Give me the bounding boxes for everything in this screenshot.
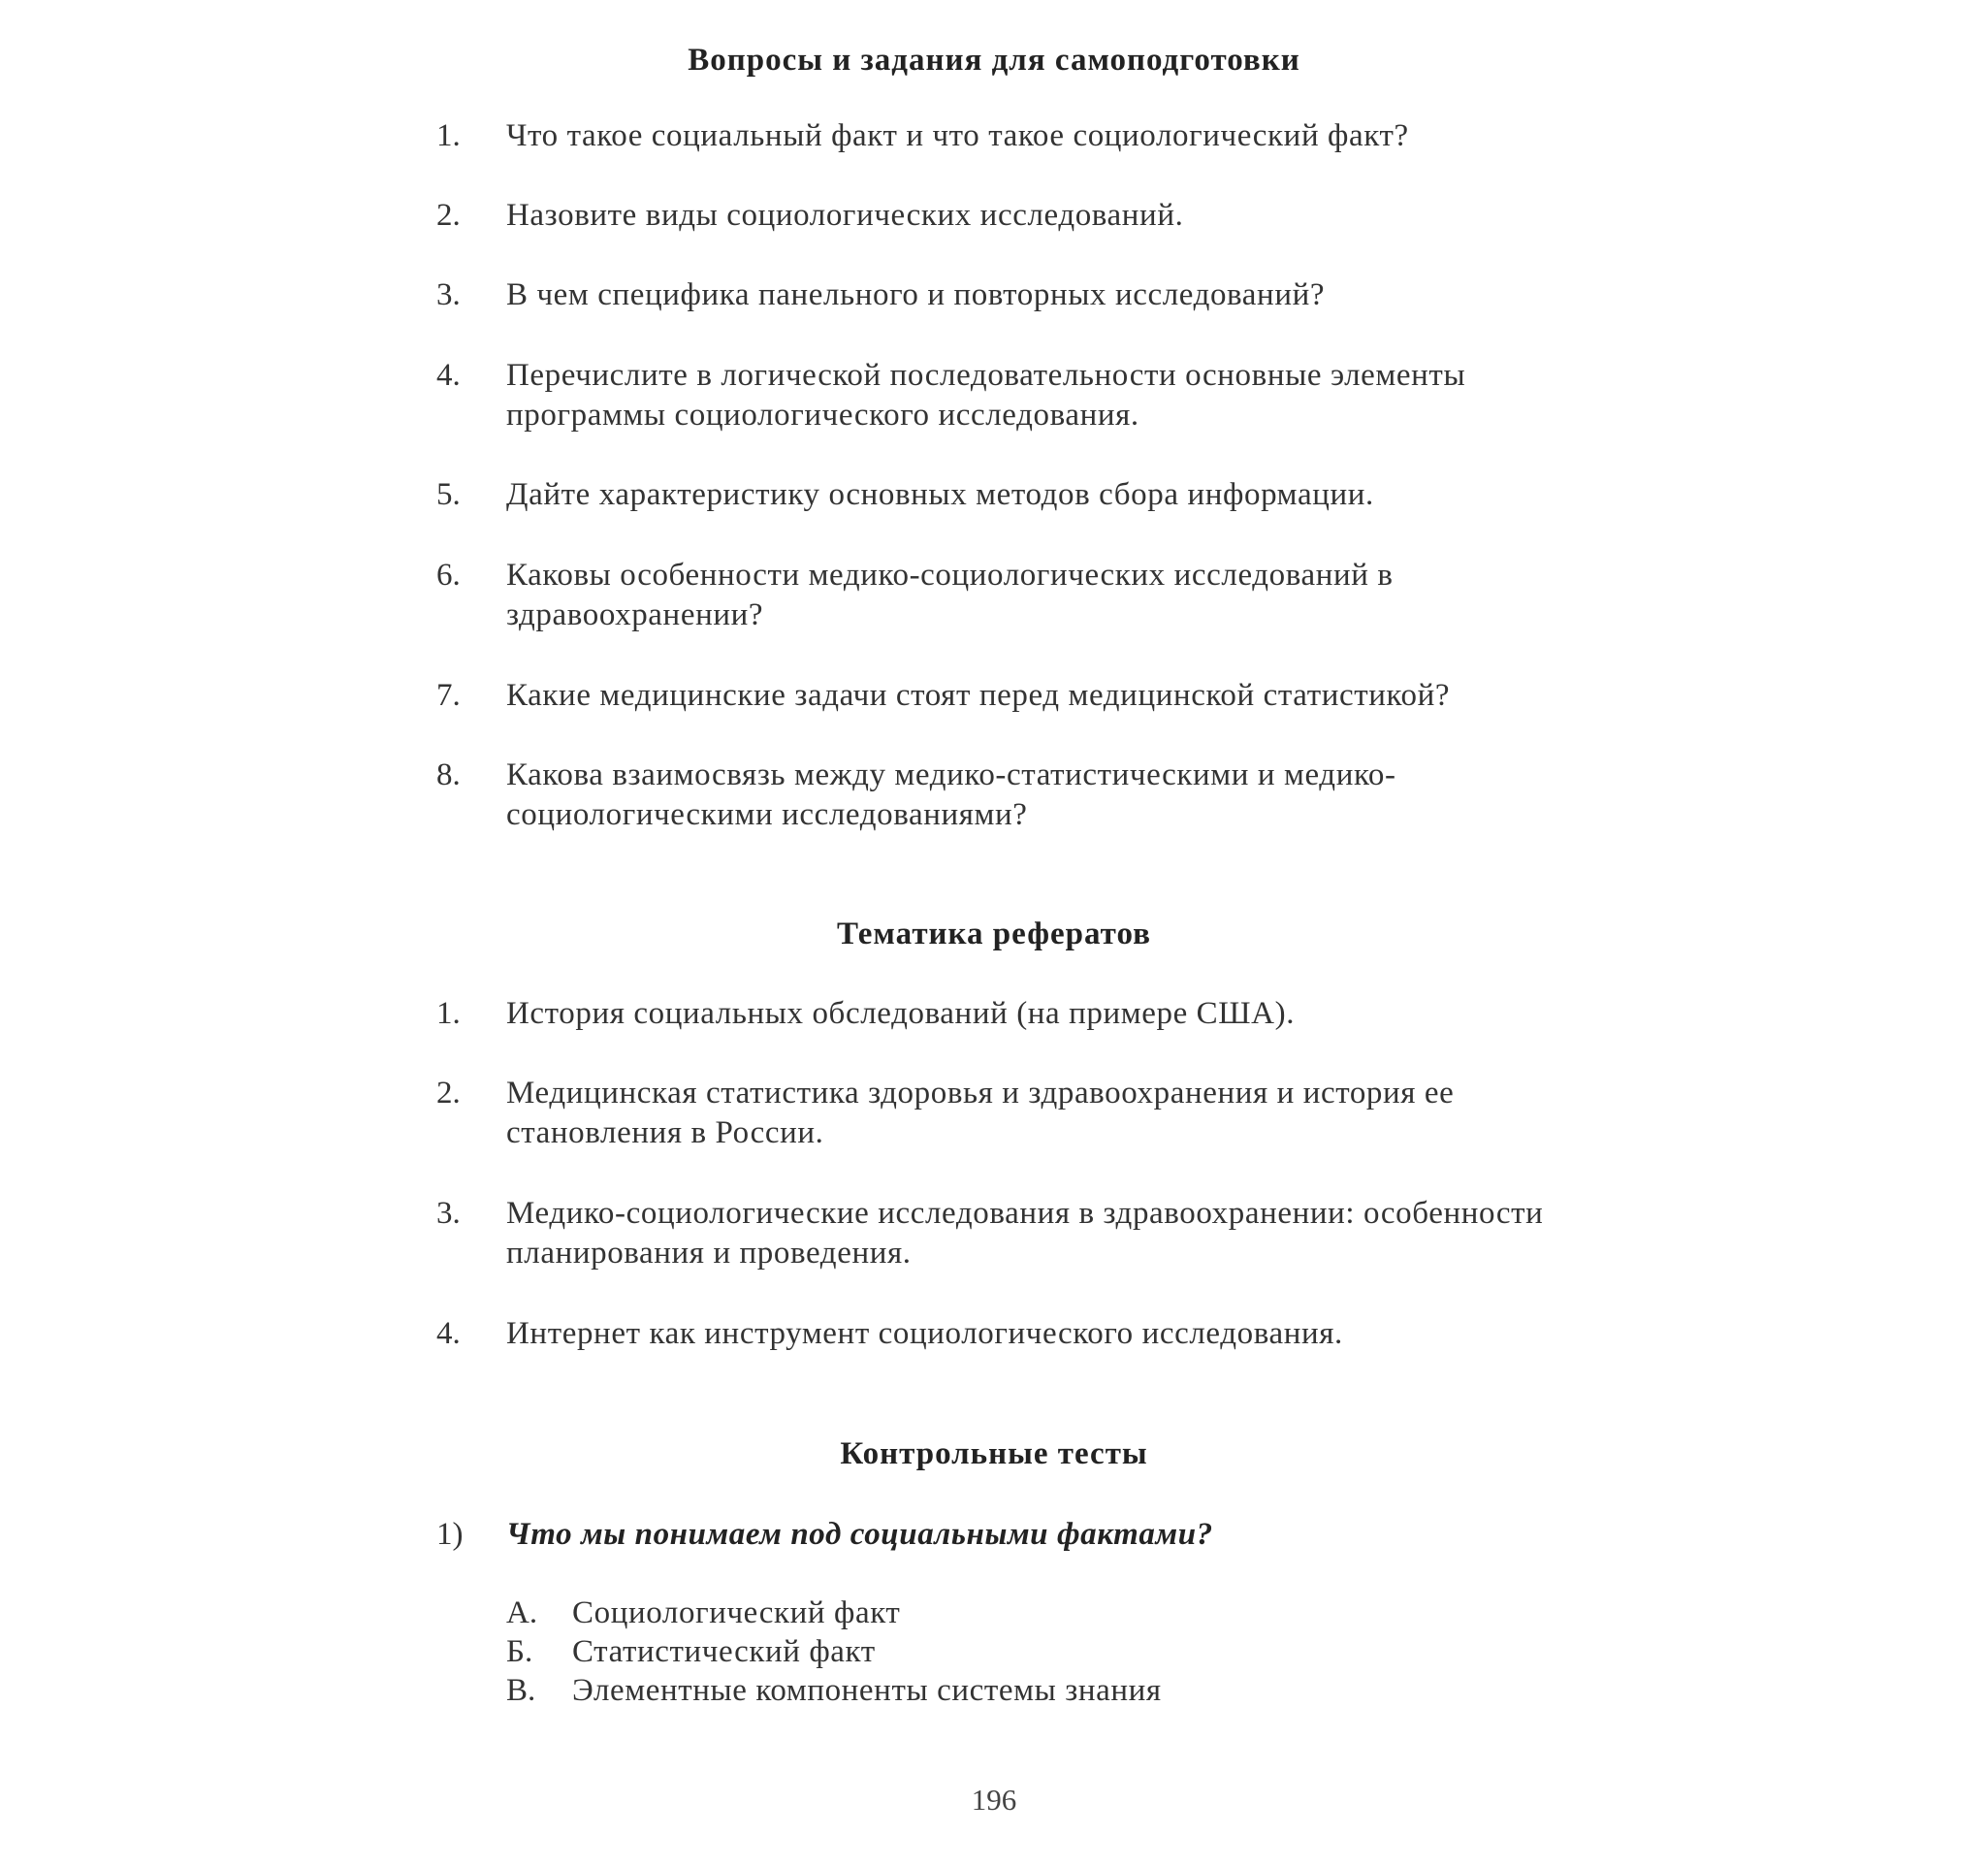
essay-topic-item	[436, 1194, 1581, 1273]
item-number: 1.	[436, 996, 461, 1031]
self-study-item	[436, 356, 1581, 435]
option-letter: В.	[506, 1673, 536, 1708]
item-text: Какие медицинские задачи стоят перед медицинской статистикой?	[506, 678, 1451, 713]
item-text: В чем специфика панельного и повторных исследований?	[506, 277, 1326, 312]
item-number: 1.	[436, 118, 461, 153]
item-text: Каковы особенности медико-социологических исследований в здравоохранении?	[506, 558, 1394, 632]
answer-options	[506, 1593, 1379, 1710]
item-number: 6.	[436, 558, 461, 593]
item-text: История социальных обследований (на примере США).	[506, 996, 1296, 1031]
answer-option	[506, 1593, 1379, 1632]
item-number: 4.	[436, 358, 461, 393]
answer-option	[506, 1632, 1379, 1671]
item-number: 3.	[436, 1196, 461, 1231]
self-study-item	[436, 196, 1581, 236]
question-number: 1)	[436, 1517, 464, 1552]
self-study-item	[436, 275, 1581, 315]
tests-heading: Контрольные тесты	[840, 1436, 1148, 1471]
self-study-item	[436, 676, 1581, 716]
essay-topic-item	[436, 994, 1581, 1034]
item-text: Медико-социологические исследования в здравоохранении: особенности планирования и проведения.	[506, 1196, 1544, 1271]
option-text: Статистический факт	[572, 1634, 876, 1669]
option-letter: А.	[506, 1595, 538, 1630]
item-text: Назовите виды социологических исследований.	[506, 198, 1184, 233]
option-text: Элементные компоненты системы знания	[572, 1673, 1162, 1708]
item-number: 8.	[436, 757, 461, 792]
essay-topic-item	[436, 1314, 1581, 1354]
answer-option	[506, 1671, 1379, 1710]
item-text: Медицинская статистика здоровья и здравоохранения и история ее становления в России.	[506, 1076, 1455, 1150]
self-study-heading: Вопросы и задания для самоподготовки	[688, 43, 1300, 78]
option-text: Социологический факт	[572, 1595, 901, 1630]
self-study-item	[436, 556, 1581, 635]
self-study-item	[436, 475, 1581, 515]
item-number: 2.	[436, 198, 461, 233]
essays-heading: Тематика рефератов	[837, 917, 1151, 951]
question-text: Что мы понимаем под социальными фактами?	[506, 1517, 1213, 1552]
item-number: 7.	[436, 678, 461, 713]
essay-topic-item	[436, 1074, 1581, 1153]
item-text: Интернет как инструмент социологического исследования.	[506, 1316, 1343, 1351]
self-study-item	[436, 116, 1581, 156]
item-text: Дайте характеристику основных методов сбора информации.	[506, 477, 1374, 512]
item-text: Перечислите в логической последовательности основные элементы программы социологического исследования.	[506, 358, 1466, 433]
option-letter: Б.	[506, 1634, 533, 1669]
item-number: 4.	[436, 1316, 461, 1351]
page-number: 196	[971, 1783, 1017, 1817]
test-question	[436, 1515, 1581, 1555]
item-text: Что такое социальный факт и что такое социологический факт?	[506, 118, 1409, 153]
self-study-item	[436, 756, 1581, 835]
item-number: 3.	[436, 277, 461, 312]
item-number: 5.	[436, 477, 461, 512]
item-number: 2.	[436, 1076, 461, 1111]
item-text: Какова взаимосвязь между медико-статистическими и медико-социологическими исследованиями?	[506, 757, 1396, 832]
